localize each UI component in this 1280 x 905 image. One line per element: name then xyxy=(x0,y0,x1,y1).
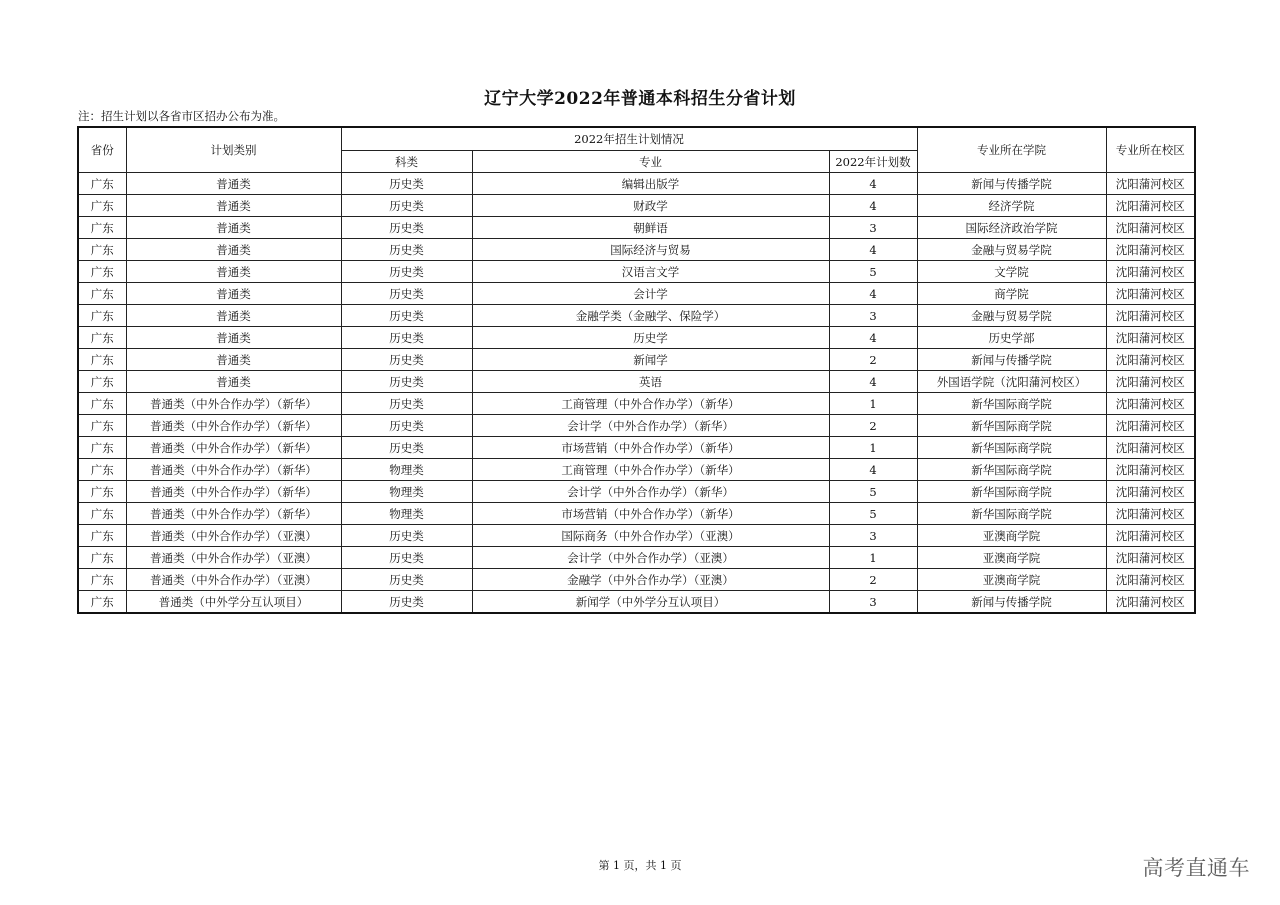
cell-province: 广东 xyxy=(78,195,126,217)
cell-college: 新华国际商学院 xyxy=(917,393,1106,415)
cell-subject: 历史类 xyxy=(341,371,472,393)
header-plan-group: 2022年招生计划情况 xyxy=(341,127,917,151)
cell-province: 广东 xyxy=(78,305,126,327)
cell-count: 3 xyxy=(829,591,917,614)
cell-college: 新华国际商学院 xyxy=(917,415,1106,437)
cell-campus: 沈阳蒲河校区 xyxy=(1106,239,1195,261)
cell-count: 4 xyxy=(829,239,917,261)
cell-plan-type: 普通类（中外合作办学）（亚澳） xyxy=(126,569,341,591)
cell-count: 4 xyxy=(829,173,917,195)
cell-count: 4 xyxy=(829,327,917,349)
cell-subject: 历史类 xyxy=(341,195,472,217)
cell-province: 广东 xyxy=(78,393,126,415)
cell-subject: 历史类 xyxy=(341,217,472,239)
cell-plan-type: 普通类（中外合作办学）（亚澳） xyxy=(126,547,341,569)
cell-campus: 沈阳蒲河校区 xyxy=(1106,481,1195,503)
table-row xyxy=(78,261,1195,283)
table-row xyxy=(78,371,1195,393)
header-campus: 专业所在校区 xyxy=(1106,127,1195,173)
cell-college: 金融与贸易学院 xyxy=(917,239,1106,261)
cell-college: 亚澳商学院 xyxy=(917,547,1106,569)
cell-college: 新闻与传播学院 xyxy=(917,173,1106,195)
cell-province: 广东 xyxy=(78,261,126,283)
cell-major: 会计学（中外合作办学）（新华） xyxy=(472,415,829,437)
cell-count: 1 xyxy=(829,547,917,569)
note-text: 注：招生计划以各省市区招办公布为准。 xyxy=(78,109,285,123)
cell-major: 朝鲜语 xyxy=(472,217,829,239)
cell-plan-type: 普通类 xyxy=(126,261,341,283)
cell-plan-type: 普通类 xyxy=(126,217,341,239)
cell-subject: 历史类 xyxy=(341,569,472,591)
cell-college: 国际经济政治学院 xyxy=(917,217,1106,239)
header-row-top xyxy=(78,127,1195,151)
table-row xyxy=(78,547,1195,569)
cell-province: 广东 xyxy=(78,371,126,393)
cell-college: 历史学部 xyxy=(917,327,1106,349)
table-row xyxy=(78,349,1195,371)
table-row xyxy=(78,503,1195,525)
cell-province: 广东 xyxy=(78,503,126,525)
table-row xyxy=(78,481,1195,503)
cell-count: 1 xyxy=(829,437,917,459)
cell-college: 新华国际商学院 xyxy=(917,437,1106,459)
cell-college: 新闻与传播学院 xyxy=(917,591,1106,614)
watermark: 高考直通车 xyxy=(1142,856,1250,880)
table-row xyxy=(78,217,1195,239)
cell-plan-type: 普通类（中外合作办学）（新华） xyxy=(126,459,341,481)
cell-major: 市场营销（中外合作办学）（新华） xyxy=(472,503,829,525)
cell-province: 广东 xyxy=(78,569,126,591)
cell-plan-type: 普通类 xyxy=(126,327,341,349)
document-title: 辽宁大学2022年普通本科招生分省计划 xyxy=(484,89,796,109)
cell-campus: 沈阳蒲河校区 xyxy=(1106,217,1195,239)
cell-subject: 历史类 xyxy=(341,305,472,327)
cell-subject: 历史类 xyxy=(341,349,472,371)
table-body xyxy=(78,173,1195,614)
cell-campus: 沈阳蒲河校区 xyxy=(1106,525,1195,547)
cell-campus: 沈阳蒲河校区 xyxy=(1106,283,1195,305)
cell-plan-type: 普通类 xyxy=(126,173,341,195)
cell-campus: 沈阳蒲河校区 xyxy=(1106,371,1195,393)
cell-college: 文学院 xyxy=(917,261,1106,283)
cell-subject: 历史类 xyxy=(341,239,472,261)
cell-count: 5 xyxy=(829,503,917,525)
cell-count: 5 xyxy=(829,261,917,283)
cell-province: 广东 xyxy=(78,239,126,261)
cell-major: 会计学（中外合作办学）（亚澳） xyxy=(472,547,829,569)
cell-campus: 沈阳蒲河校区 xyxy=(1106,415,1195,437)
table-row xyxy=(78,569,1195,591)
page-footer: 第 1 页，共 1 页 xyxy=(598,859,682,872)
cell-campus: 沈阳蒲河校区 xyxy=(1106,437,1195,459)
cell-campus: 沈阳蒲河校区 xyxy=(1106,195,1195,217)
table-row xyxy=(78,393,1195,415)
cell-count: 2 xyxy=(829,569,917,591)
cell-campus: 沈阳蒲河校区 xyxy=(1106,305,1195,327)
table-row xyxy=(78,283,1195,305)
cell-major: 财政学 xyxy=(472,195,829,217)
cell-major: 工商管理（中外合作办学）（新华） xyxy=(472,459,829,481)
cell-plan-type: 普通类 xyxy=(126,349,341,371)
cell-subject: 历史类 xyxy=(341,261,472,283)
cell-major: 金融学类（金融学、保险学） xyxy=(472,305,829,327)
cell-subject: 物理类 xyxy=(341,481,472,503)
cell-campus: 沈阳蒲河校区 xyxy=(1106,261,1195,283)
cell-province: 广东 xyxy=(78,547,126,569)
enrollment-plan-table xyxy=(77,126,1196,614)
cell-subject: 历史类 xyxy=(341,437,472,459)
cell-major: 国际经济与贸易 xyxy=(472,239,829,261)
cell-province: 广东 xyxy=(78,415,126,437)
cell-subject: 历史类 xyxy=(341,173,472,195)
cell-campus: 沈阳蒲河校区 xyxy=(1106,569,1195,591)
table-row xyxy=(78,525,1195,547)
cell-province: 广东 xyxy=(78,591,126,614)
header-subject: 科类 xyxy=(341,151,472,173)
cell-college: 新华国际商学院 xyxy=(917,481,1106,503)
cell-plan-type: 普通类（中外合作办学）（新华） xyxy=(126,393,341,415)
cell-campus: 沈阳蒲河校区 xyxy=(1106,547,1195,569)
cell-count: 2 xyxy=(829,349,917,371)
cell-college: 商学院 xyxy=(917,283,1106,305)
cell-major: 编辑出版学 xyxy=(472,173,829,195)
cell-subject: 历史类 xyxy=(341,393,472,415)
cell-campus: 沈阳蒲河校区 xyxy=(1106,591,1195,614)
header-college: 专业所在学院 xyxy=(917,127,1106,173)
cell-major: 新闻学（中外学分互认项目） xyxy=(472,591,829,614)
cell-count: 4 xyxy=(829,195,917,217)
cell-plan-type: 普通类（中外合作办学）（新华） xyxy=(126,437,341,459)
cell-plan-type: 普通类（中外学分互认项目） xyxy=(126,591,341,614)
cell-major: 国际商务（中外合作办学）（亚澳） xyxy=(472,525,829,547)
cell-campus: 沈阳蒲河校区 xyxy=(1106,503,1195,525)
cell-count: 3 xyxy=(829,525,917,547)
table-row xyxy=(78,239,1195,261)
table-row xyxy=(78,327,1195,349)
cell-subject: 历史类 xyxy=(341,525,472,547)
cell-province: 广东 xyxy=(78,525,126,547)
cell-college: 外国语学院（沈阳蒲河校区） xyxy=(917,371,1106,393)
cell-province: 广东 xyxy=(78,217,126,239)
cell-plan-type: 普通类（中外合作办学）（亚澳） xyxy=(126,525,341,547)
cell-plan-type: 普通类 xyxy=(126,283,341,305)
table-row xyxy=(78,415,1195,437)
cell-college: 新华国际商学院 xyxy=(917,503,1106,525)
cell-college: 金融与贸易学院 xyxy=(917,305,1106,327)
table-row xyxy=(78,173,1195,195)
cell-plan-type: 普通类 xyxy=(126,195,341,217)
table-row xyxy=(78,437,1195,459)
cell-subject: 历史类 xyxy=(341,415,472,437)
cell-plan-type: 普通类 xyxy=(126,305,341,327)
cell-college: 亚澳商学院 xyxy=(917,525,1106,547)
cell-subject: 历史类 xyxy=(341,283,472,305)
cell-college: 新闻与传播学院 xyxy=(917,349,1106,371)
cell-province: 广东 xyxy=(78,327,126,349)
cell-plan-type: 普通类（中外合作办学）（新华） xyxy=(126,481,341,503)
cell-count: 4 xyxy=(829,459,917,481)
cell-plan-type: 普通类 xyxy=(126,371,341,393)
header-province: 省份 xyxy=(78,127,126,173)
cell-major: 历史学 xyxy=(472,327,829,349)
cell-province: 广东 xyxy=(78,173,126,195)
cell-college: 经济学院 xyxy=(917,195,1106,217)
cell-campus: 沈阳蒲河校区 xyxy=(1106,173,1195,195)
table-row xyxy=(78,305,1195,327)
cell-major: 英语 xyxy=(472,371,829,393)
cell-plan-type: 普通类（中外合作办学）（新华） xyxy=(126,503,341,525)
cell-plan-type: 普通类（中外合作办学）（新华） xyxy=(126,415,341,437)
header-plan-type: 计划类别 xyxy=(126,127,341,173)
cell-subject: 历史类 xyxy=(341,591,472,614)
cell-subject: 物理类 xyxy=(341,459,472,481)
header-count: 2022年计划数 xyxy=(829,151,917,173)
cell-campus: 沈阳蒲河校区 xyxy=(1106,349,1195,371)
cell-major: 市场营销（中外合作办学）（新华） xyxy=(472,437,829,459)
cell-major: 会计学 xyxy=(472,283,829,305)
cell-major: 金融学（中外合作办学）（亚澳） xyxy=(472,569,829,591)
cell-province: 广东 xyxy=(78,459,126,481)
cell-subject: 历史类 xyxy=(341,547,472,569)
cell-province: 广东 xyxy=(78,349,126,371)
cell-college: 新华国际商学院 xyxy=(917,459,1106,481)
cell-plan-type: 普通类 xyxy=(126,239,341,261)
cell-count: 4 xyxy=(829,283,917,305)
cell-count: 2 xyxy=(829,415,917,437)
cell-count: 4 xyxy=(829,371,917,393)
cell-major: 新闻学 xyxy=(472,349,829,371)
cell-major: 会计学（中外合作办学）（新华） xyxy=(472,481,829,503)
cell-campus: 沈阳蒲河校区 xyxy=(1106,393,1195,415)
cell-province: 广东 xyxy=(78,283,126,305)
cell-count: 1 xyxy=(829,393,917,415)
cell-count: 3 xyxy=(829,217,917,239)
cell-count: 5 xyxy=(829,481,917,503)
table-row xyxy=(78,591,1195,614)
cell-count: 3 xyxy=(829,305,917,327)
cell-college: 亚澳商学院 xyxy=(917,569,1106,591)
table-row xyxy=(78,195,1195,217)
table-row xyxy=(78,459,1195,481)
cell-subject: 历史类 xyxy=(341,327,472,349)
cell-campus: 沈阳蒲河校区 xyxy=(1106,327,1195,349)
cell-campus: 沈阳蒲河校区 xyxy=(1106,459,1195,481)
cell-province: 广东 xyxy=(78,437,126,459)
cell-subject: 物理类 xyxy=(341,503,472,525)
header-major: 专业 xyxy=(472,151,829,173)
cell-province: 广东 xyxy=(78,481,126,503)
cell-major: 汉语言文学 xyxy=(472,261,829,283)
cell-major: 工商管理（中外合作办学）（新华） xyxy=(472,393,829,415)
